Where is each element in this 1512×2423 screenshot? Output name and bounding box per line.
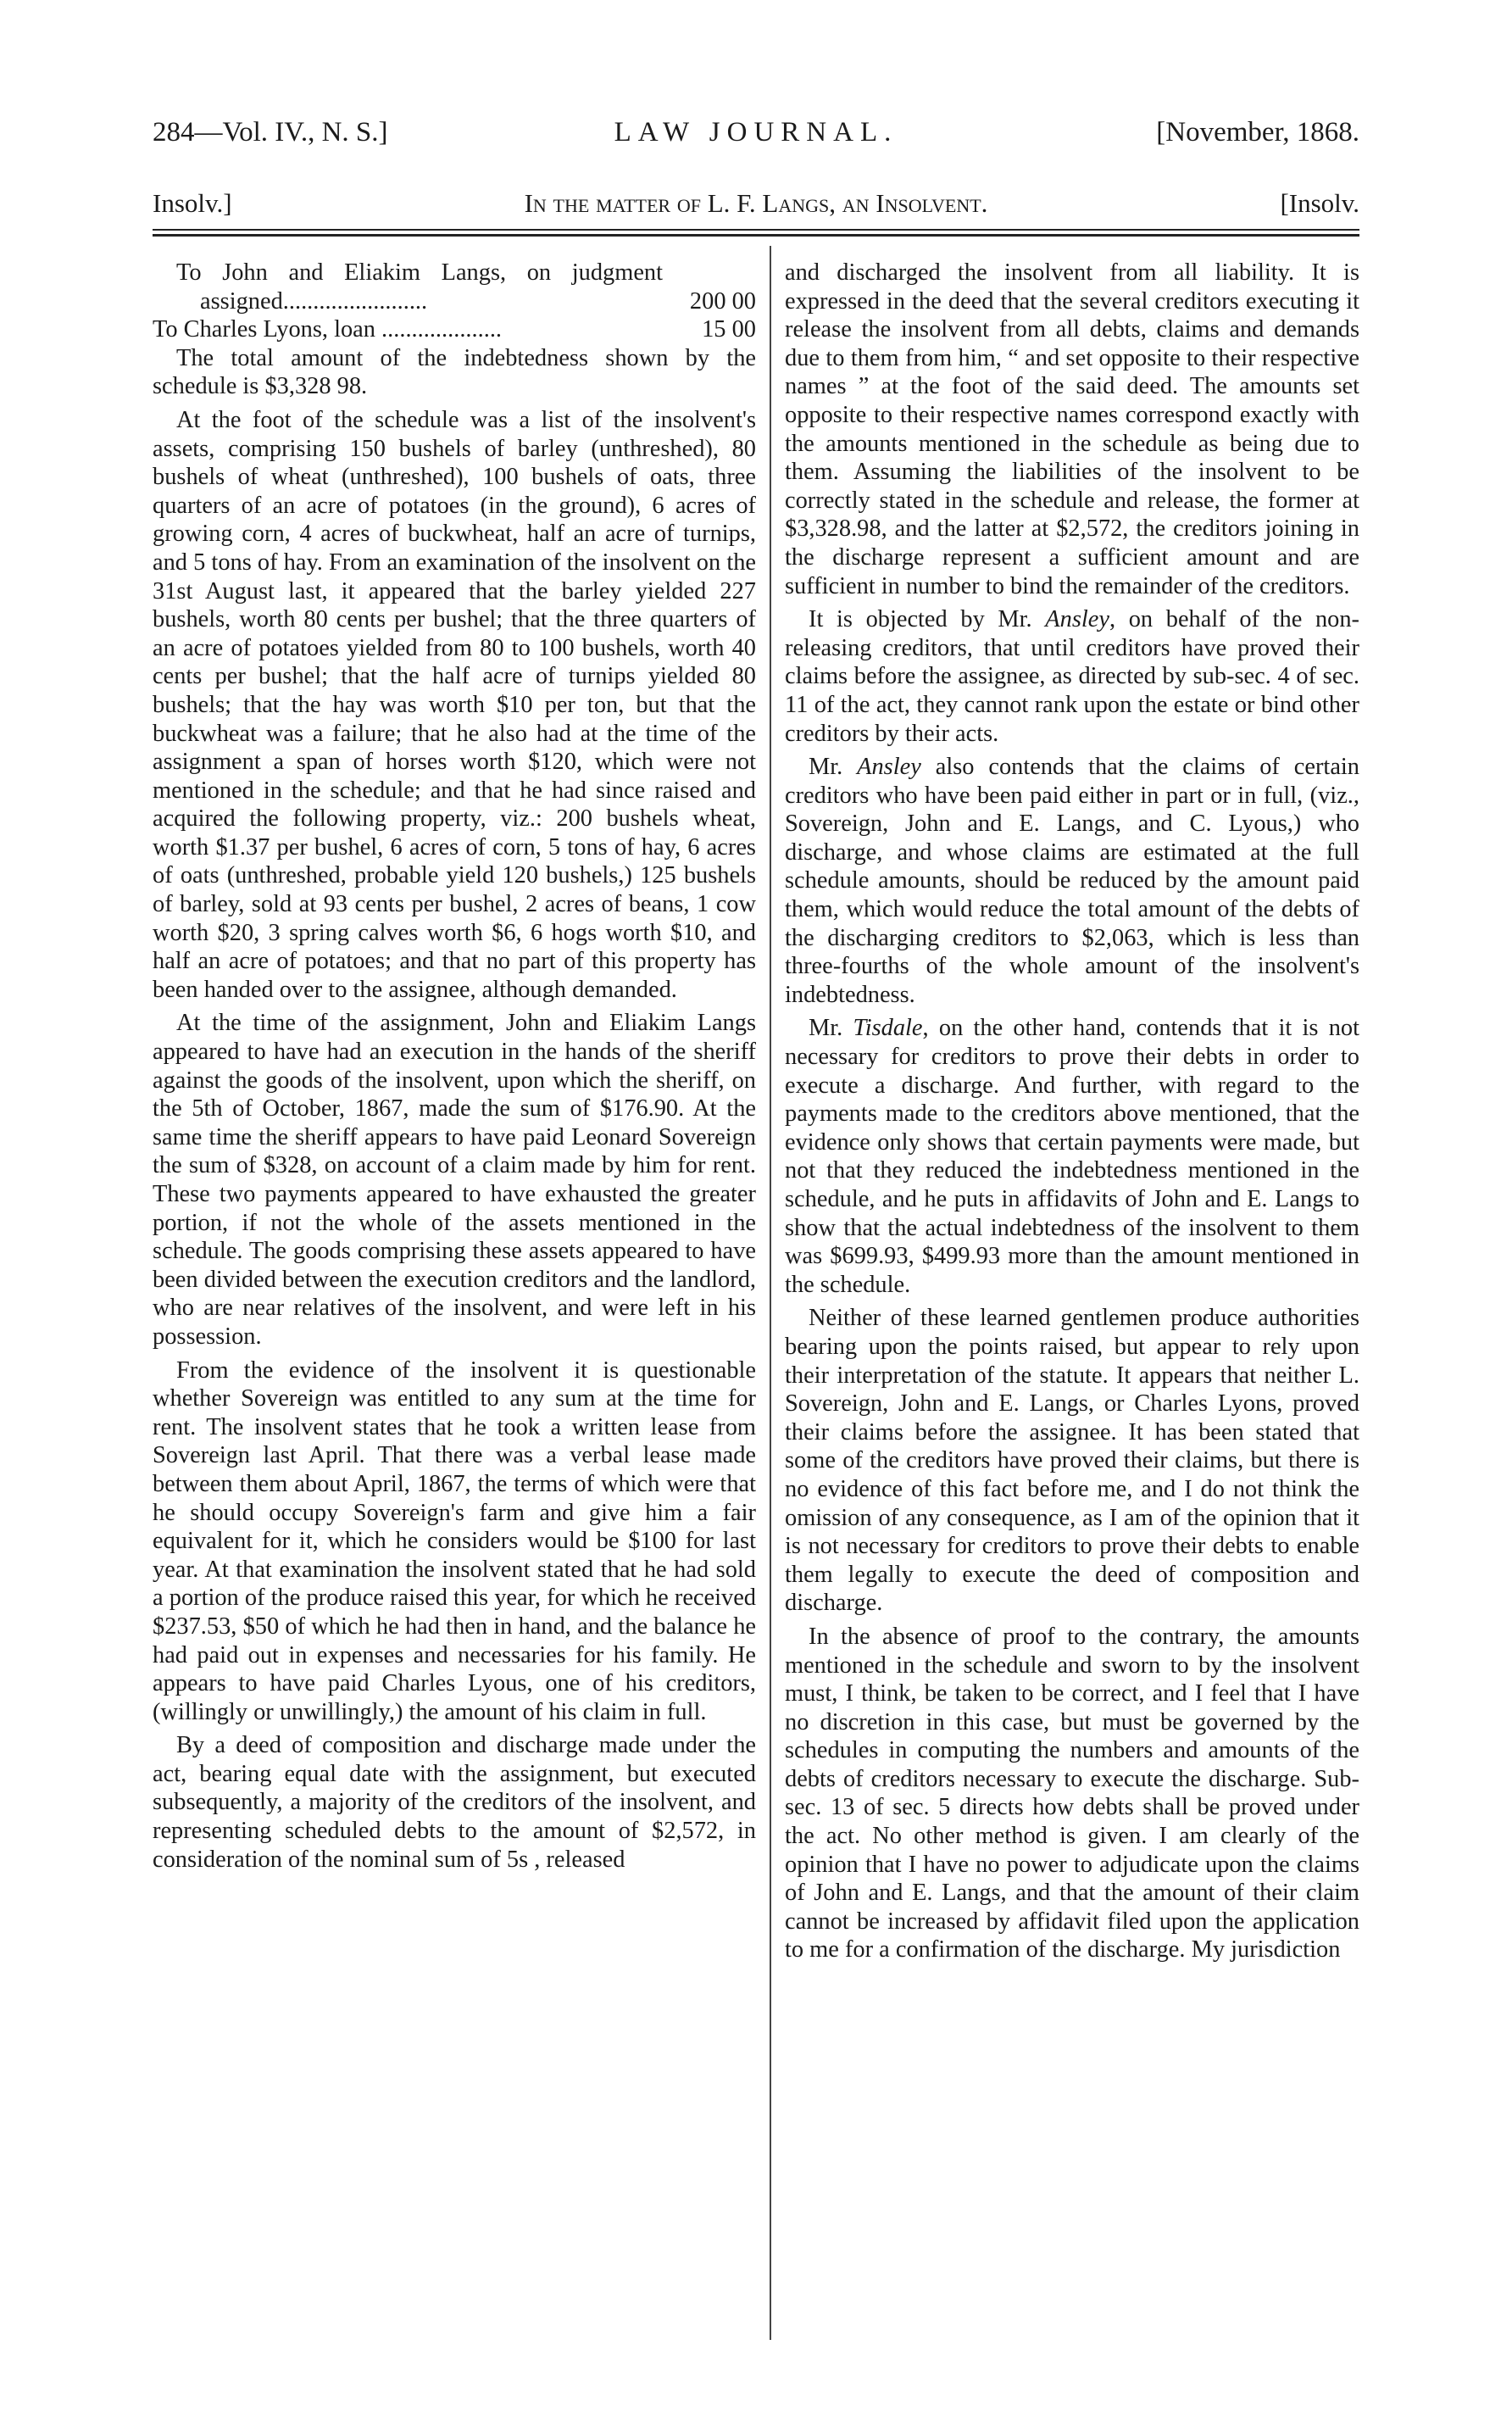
right-column — [785, 259, 1359, 1969]
paragraph — [785, 259, 1359, 600]
header-rule-thin — [153, 229, 1359, 231]
text-segment: Neither of these learned gentlemen produce authorities bearing upon the points raised, but appear to rely upon their interpretation of the statute. It appears that neither L. Sovereign, John and E. Langs, or Charles Lyons, proved their claims before the assignee. It has been stated that some of the creditors have proved their claims, but there is no evidence of this fact before me, and I do not think the omission of any consequence, as I am of the opinion that it is not necessary for creditors to prove their debts to enable them legally to execute the deed of composition and discharge. — [785, 1305, 1359, 1617]
ledger-row — [153, 259, 756, 315]
left-column — [153, 259, 756, 1879]
paragraph: The total amount of the indebtedness shown by the schedule is $3,328 98. — [153, 344, 756, 400]
ledger-row — [153, 315, 756, 344]
counsel-name: Ansley — [1045, 606, 1109, 633]
paragraph: By a deed of composition and discharge made under the act, bearing equal date with the assignment, but executed subsequently, a majority of the creditors of the insolvent, and representing scheduled debts to the amount of $2,572, in consideration of the nominal sum of 5s , released — [153, 1732, 756, 1873]
running-head — [153, 117, 1359, 154]
case-type-right: [Insolv. — [1280, 188, 1359, 218]
paragraph — [785, 753, 1359, 1009]
counsel-name: Tisdale — [853, 1015, 923, 1042]
text-segment: , on behalf of the non-releasing creditors, that until creditors have proved their claims before the assignee, as directed by sub-sec. 4 of sec. 11 of the act, they cannot rank upon the estate or bind other creditors by their acts. — [785, 606, 1359, 747]
paragraph — [785, 1304, 1359, 1618]
counsel-name: Ansley — [857, 754, 921, 781]
paragraph — [785, 1014, 1359, 1299]
paragraph: At the time of the assignment, John and Eliakim Langs appeared to have had an execution in the hands of the sheriff against the goods of the insolvent, upon which the sheriff, on the 5th of October, 1867, made the sum of $176.90. At the same time the sheriff appears to have paid Leonard Sovereign the sum of $328, on account of a claim made by him for rent. These two payments appeared to have exhausted the greater portion, if not the whole of the assets mentioned in the schedule. The goods comprising these assets appeared to have been divided between the execution creditors and the landlord, who are near relatives of the insolvent, and were left in his possession. — [153, 1010, 756, 1350]
text-segment: Mr. — [809, 1015, 853, 1042]
text-segment: In the absence of proof to the contrary, the amounts mentioned in the schedule and sworn to by the insolvent must, I think, be taken to be correct, and I feel that I have no discretion in this case, but must be governed by the schedules in computing the numbers and amounts of the debts of creditors necessary to execute the discharge. Sub-sec. 13 of sec. 5 directs how debts shall be proved under the act. No other method is given. I am clearly of the opinion that I have no power to adjudicate upon the claims of John and E. Langs, and that the amount of their claim cannot be increased by affidavit filed upon the application to me for a confirmation of the discharge. My jurisdiction — [785, 1623, 1359, 1963]
text-segment: and discharged the insolvent from all liability. It is expressed in the deed that the several creditors executing it release the insolvent from all debts, claims and demands due to them from him, “ and set opposite to their respective names ” at the foot of the said deed. The amounts set opposite to their respective names correspond exactly with the amounts mentioned in the schedule as being due to them. Assuming the liabilities of the insolvent to be correctly stated in the schedule and release, the former at $3,328.98, and the latter at $2,572, the creditors joining in the discharge represent a sufficient amount and are sufficient in number to bind the remainder of the creditors. — [785, 259, 1359, 599]
ledger-label: To Charles Lyons, loan .................... — [153, 316, 503, 343]
issue-date: [November, 1868. — [1156, 117, 1359, 148]
paragraph — [785, 1623, 1359, 1964]
paragraph: At the foot of the schedule was a list of the insolvent's assets, comprising 150 bushels of barley (unthreshed), 80 bushels of wheat (unthreshed), 100 bushels of oats, three quarters of an acre of potatoes (in the ground), 6 acres of growing corn, 4 acres of buckwheat, half an acre of turnips, and 5 tons of hay. From an examination of the insolvent on the 31st August last, it appeared that the barley yielded 227 bushels, worth 80 cents per bushel; that the three quarters of an acre of potatoes yielded from 80 to 100 bushels, worth 40 cents per bushel; that the half acre of turnips yielded 80 bushels; that the hay was worth $10 per ton, but that the buckwheat was a failure; that he also had at the time of the assignment a span of horses worth $120, which were not mentioned in the schedule; and that he had since raised and acquired the following property, viz.: 200 bushels wheat, worth $1.37 per bushel, 6 acres of corn, 5 tons of hay, 6 acres of oats (unthreshed, probable yield 120 bushels,) 125 bushels of barley, sold at 93 cents per bushel, 2 acres of beans, 1 cow worth $20, 3 spring calves worth $6, 6 hogs worth $10, and half an acre of potatoes; and that no part of this property has been handed over to the assignee, although demanded. — [153, 406, 756, 1003]
schedule-ledger — [153, 259, 756, 344]
paragraph — [785, 605, 1359, 748]
header-rule-thick — [153, 234, 1359, 237]
ledger-amount: 200 00 — [689, 287, 756, 315]
paragraph: From the evidence of the insolvent it is questionable whether Sovereign was entitled to any sum at the time for rent. The insolvent states that he took a written lease from Sovereign last April. That there was a verbal lease made between them about April, 1867, the terms of which were that he should occupy Sovereign's farm and give him a fair equivalent for it, which he considers would be $100 for last year. At that examination the insolvent stated that he had sold a portion of the produce raised this year, for which he received $237.53, $50 of which he had then in hand, and the balance he had paid out in expenses and necessaries for his family. He appears to have paid Charles Lyous, one of his creditors, (willingly or unwillingly,) the amount of his claim in full. — [153, 1356, 756, 1725]
journal-title: LAW JOURNAL. — [614, 117, 898, 148]
case-title: In the matter of L. F. Langs, an Insolvent. — [524, 188, 988, 218]
volume-reference: 284—Vol. IV., N. S.] — [153, 117, 388, 148]
case-heading — [153, 188, 1359, 222]
text-segment: also contends that the claims of certain creditors who have been paid either in part or in full, (viz., Sovereign, John and E. Langs, and C. Lyous,) who discharge, and whose claims are estimated at the full schedule amounts, should be reduced by the amount paid them, which would reduce the total amount of the debts of the discharging creditors to $2,063, which is less than three-fourths of the whole amount of the insolvent's indebtedness. — [785, 754, 1360, 1008]
text-segment: Mr. — [809, 754, 858, 781]
text-segment: It is objected by Mr. — [809, 606, 1046, 633]
column-divider — [770, 246, 771, 2340]
ledger-label: To John and Eliakim Langs, on judgment assigned........................ — [176, 259, 663, 315]
case-type-left: Insolv.] — [153, 188, 232, 218]
ledger-amount: 15 00 — [702, 316, 756, 343]
text-segment: , on the other hand, contends that it is not necessary for creditors to prove their debts in order to execute a discharge. And further, with regard to the payments made to the creditors above mentioned, that the evidence only shows that certain payments were made, but not that they reduced the indebtedness mentioned in the schedule, and he puts in affidavits of John and E. Langs to show that the actual indebtedness of the insolvent to them was $699.93, $499.93 more than the amount mentioned in the schedule. — [785, 1015, 1360, 1298]
